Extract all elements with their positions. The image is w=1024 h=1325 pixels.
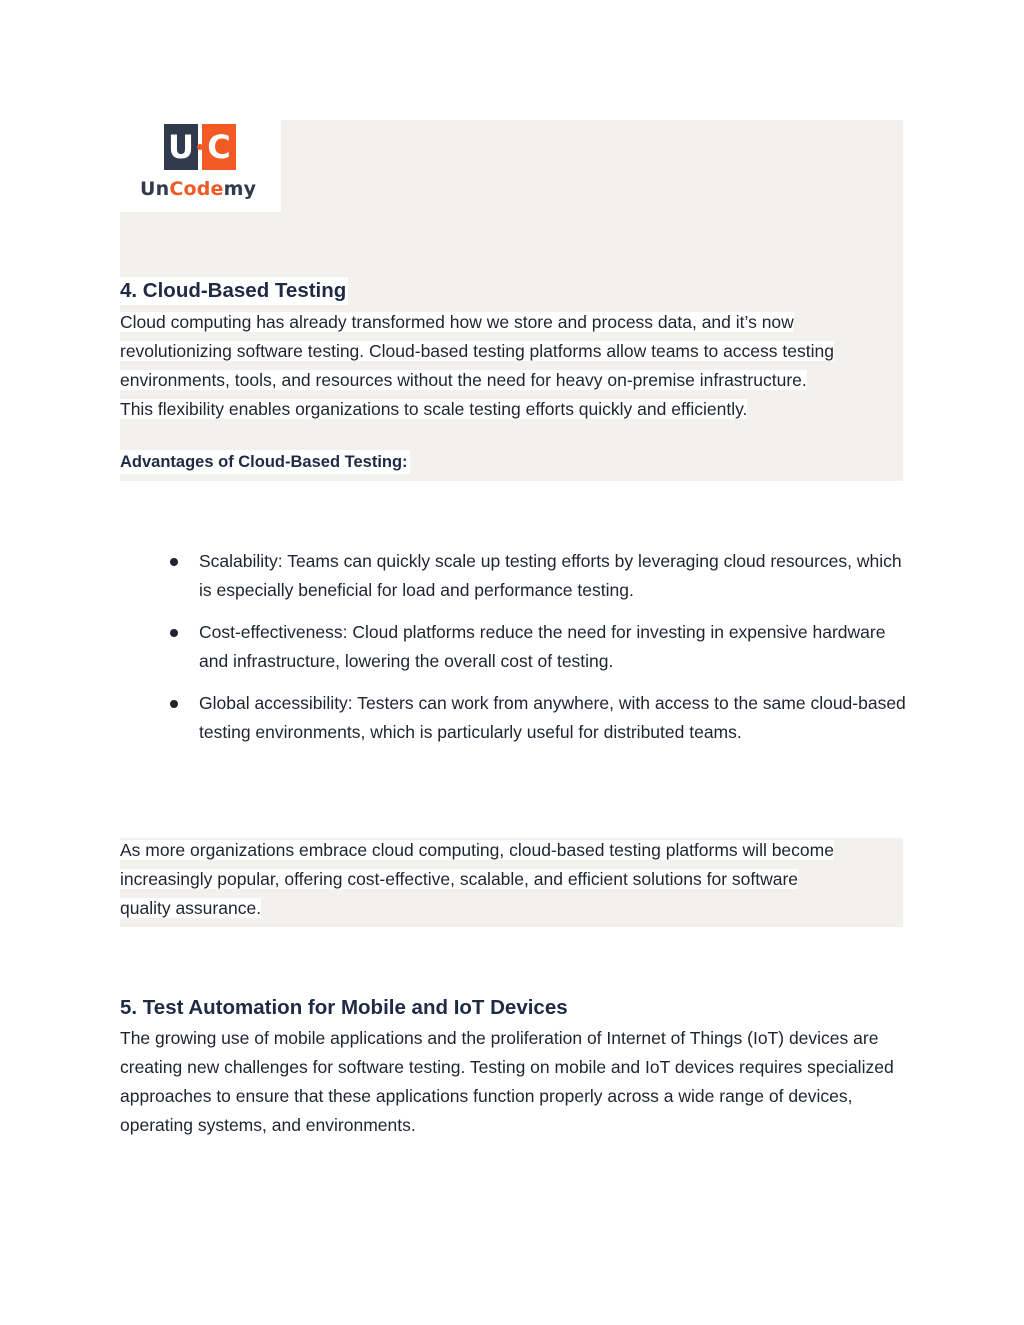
logo-wordmark — [140, 178, 256, 200]
bullet-icon — [170, 700, 178, 708]
logo-mark-icon — [164, 124, 236, 172]
uncodemy-logo — [120, 120, 281, 212]
logo-letter-u: U — [164, 124, 198, 170]
list-item-text: Cost-effectiveness: Cloud platforms reduce the need for investing in expensive hardware and infrastructure, lowering the overall cost of testing. — [199, 622, 886, 671]
paragraph-line: environments, tools, and resources without the need for heavy on-premise infrastructure. — [120, 370, 807, 390]
paragraph-line: revolutionizing software testing. Cloud-based testing platforms allow teams to access testing — [120, 341, 834, 361]
paragraph-line: Cloud computing has already transformed how we store and process data, and it’s now — [120, 312, 794, 332]
logo-wordmark-my: my — [223, 178, 257, 200]
list-item — [168, 689, 908, 747]
logo-wordmark-un: Un — [140, 178, 170, 200]
paragraph-line: quality assurance. — [120, 898, 262, 918]
list-item — [168, 547, 908, 605]
bullet-icon — [170, 558, 178, 566]
paragraph-line: This flexibility enables organizations to scale testing efforts quickly and efficiently. — [120, 399, 748, 419]
section-4-paragraph — [120, 308, 910, 424]
list-item-text: Scalability: Teams can quickly scale up testing efforts by leveraging cloud resources, which is especially beneficial for load and performance testing. — [199, 551, 902, 600]
advantages-list — [168, 547, 908, 760]
logo-wordmark-code: Code — [169, 178, 224, 200]
paragraph-line: As more organizations embrace cloud computing, cloud-based testing platforms will become — [120, 840, 834, 860]
section-4-conclusion — [120, 836, 910, 923]
advantages-heading: Advantages of Cloud-Based Testing: — [120, 450, 410, 474]
bullet-icon — [170, 629, 178, 637]
list-item — [168, 618, 908, 676]
section-5-paragraph: The growing use of mobile applications and the proliferation of Internet of Things (IoT) devices are creating new challenges for software testing. Testing on mobile and IoT devices requires specialized approaches to ensure that these applications function properly across a wide range of devices, operating systems, and environments. — [120, 1028, 894, 1135]
section-4-heading: 4. Cloud-Based Testing — [120, 277, 348, 305]
list-item-text: Global accessibility: Testers can work from anywhere, with access to the same cloud-based testing environments, which is particularly useful for distributed teams. — [199, 693, 906, 742]
logo-letter-c: C — [202, 124, 236, 170]
paragraph-line: increasingly popular, offering cost-effective, scalable, and efficient solutions for software — [120, 869, 799, 889]
section-5-heading: 5. Test Automation for Mobile and IoT Devices — [120, 996, 568, 1019]
